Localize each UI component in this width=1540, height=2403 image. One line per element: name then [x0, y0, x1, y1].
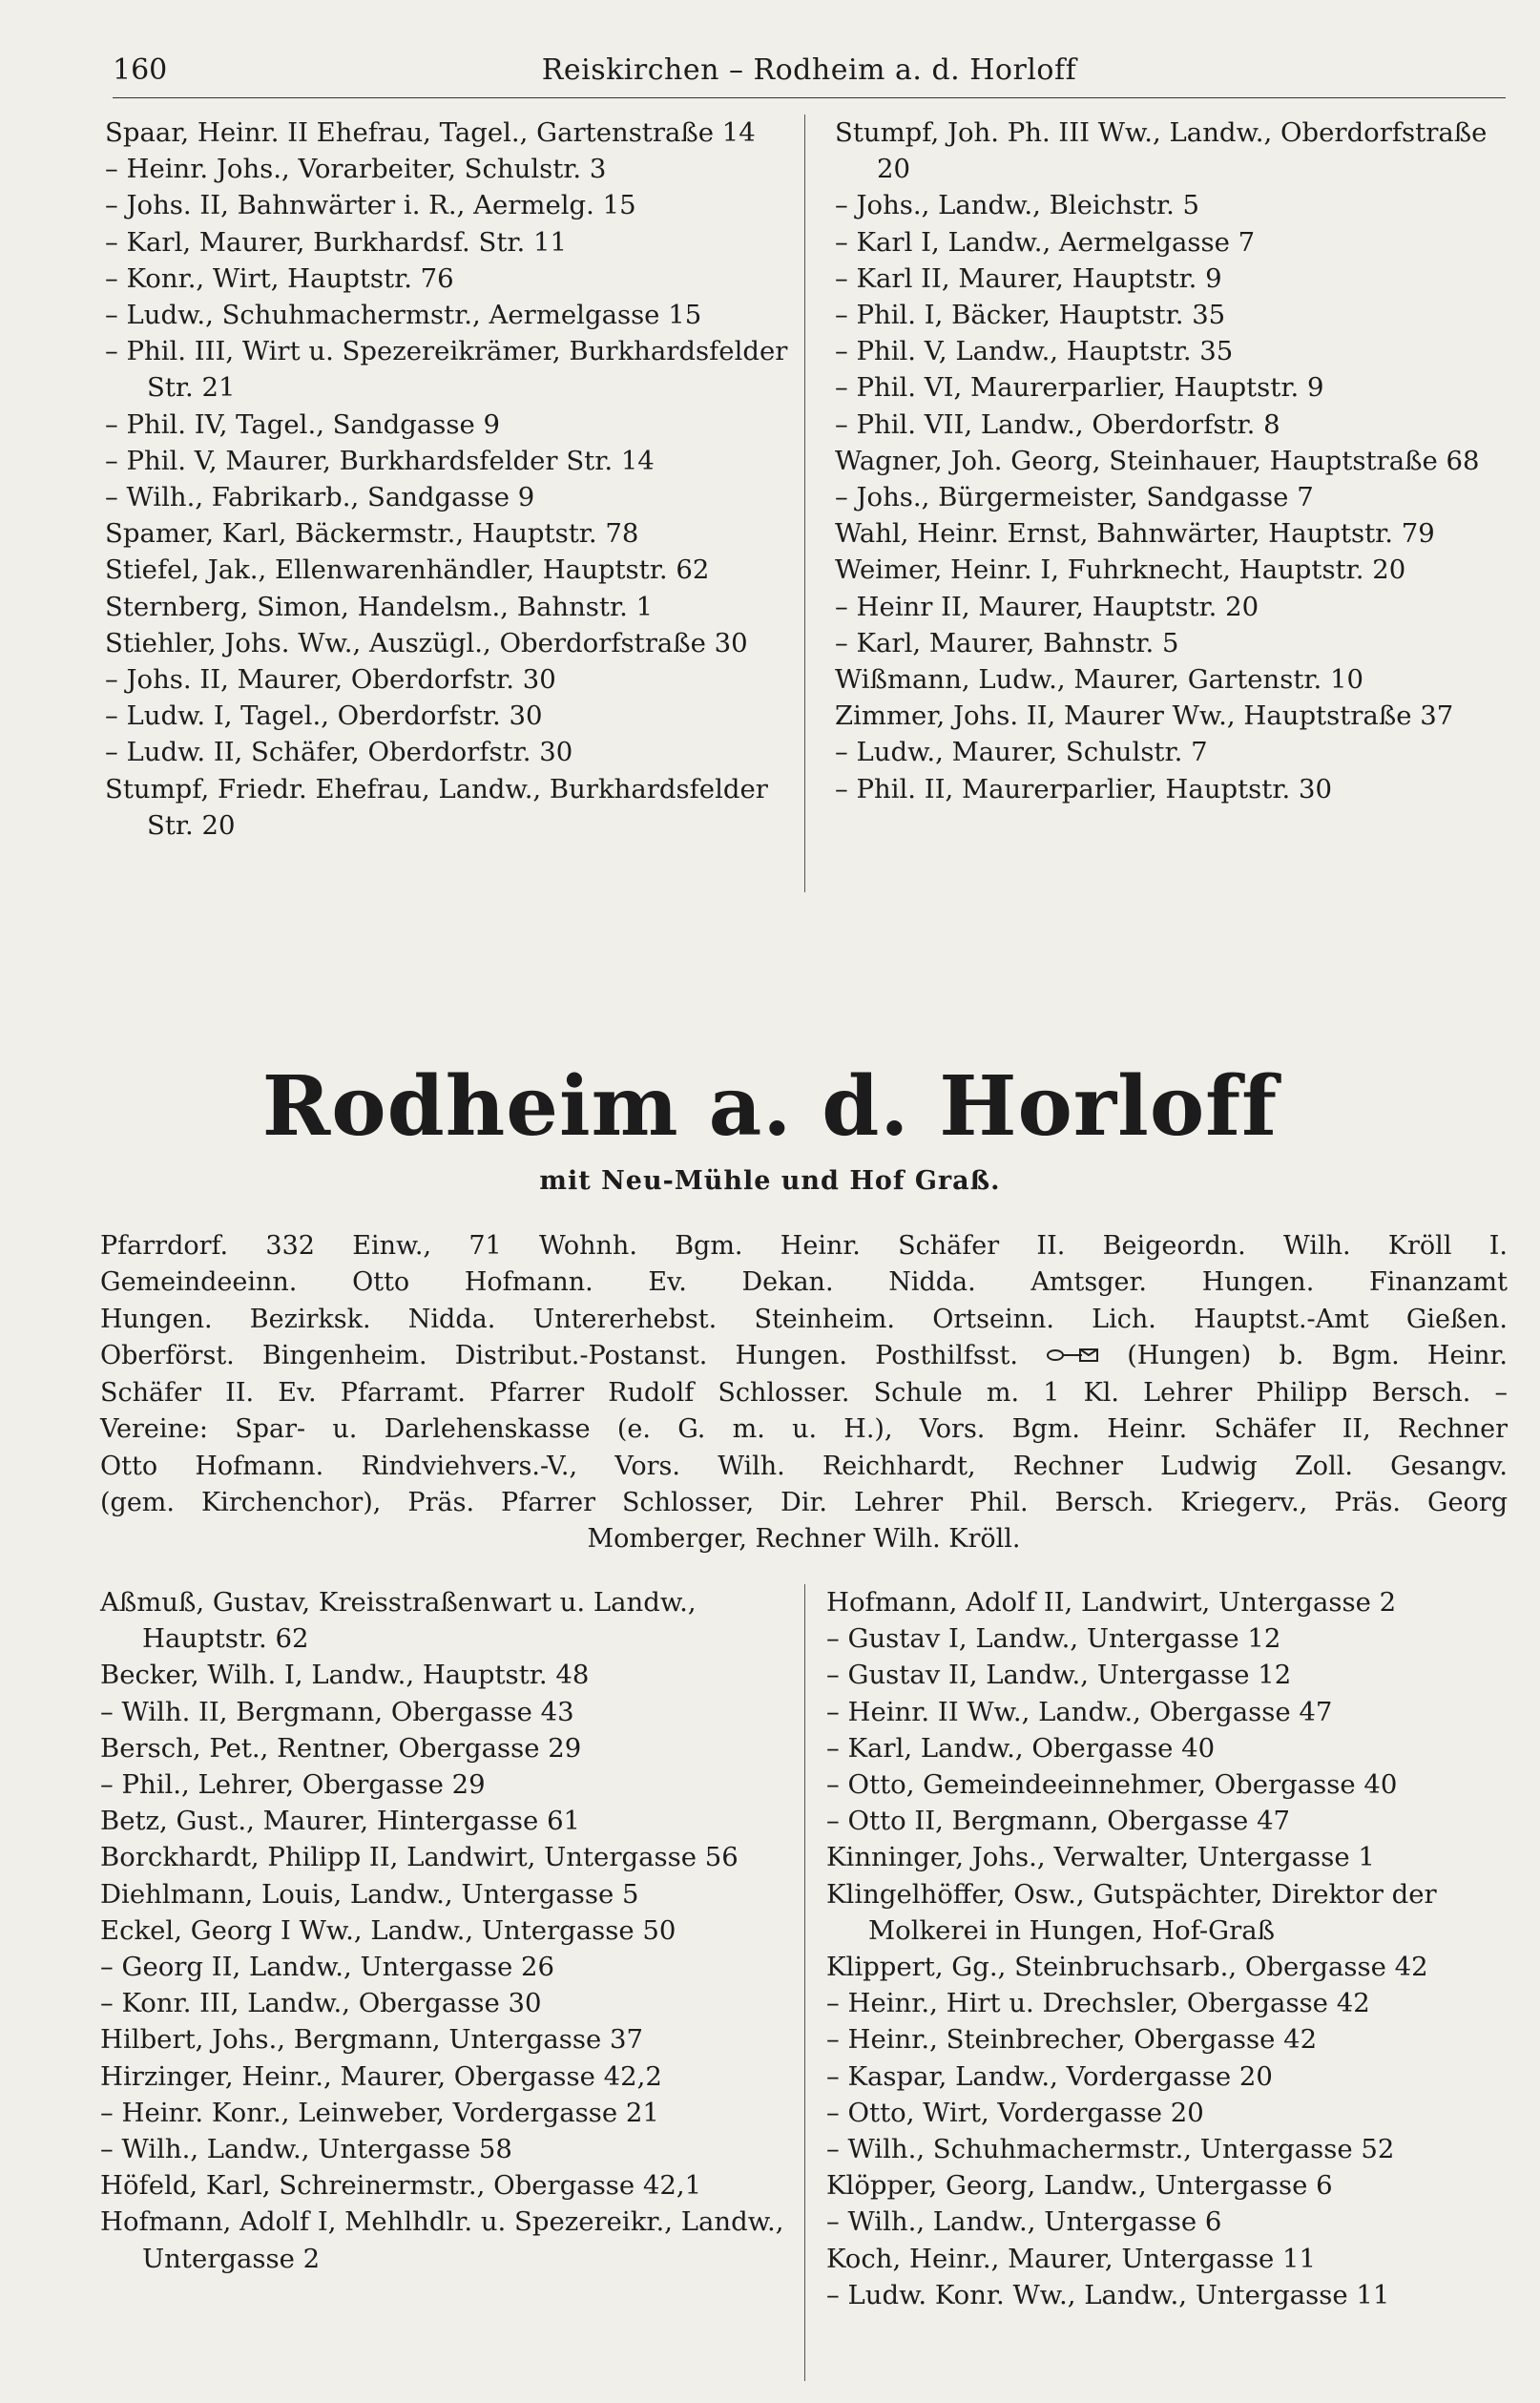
directory-entry: – Wilh., Landw., Untergasse 6 — [826, 2206, 1222, 2238]
column-divider-top — [804, 115, 805, 892]
directory-entry: Wißmann, Ludw., Maurer, Gartenstr. 10 — [835, 664, 1364, 696]
directory-entry: Zimmer, Johs. II, Maurer Ww., Hauptstraße 37 — [835, 700, 1454, 732]
directory-entry: – Ludw. II, Schäfer, Oberdorfstr. 30 — [105, 737, 573, 768]
directory-entry: – Wilh. II, Bergmann, Obergasse 43 — [100, 1696, 574, 1727]
directory-entry: – Ludw., Schuhmachermstr., Aermelgasse 15 — [105, 300, 702, 331]
directory-entry: Stumpf, Joh. Ph. III Ww., Landw., Oberdorfstraße 20 — [835, 117, 1488, 185]
intro-line-part: (Hungen) b. Bgm. Heinr. — [1127, 1340, 1508, 1370]
directory-entry: – Ludw. Konr. Ww., Landw., Untergasse 11 — [826, 2279, 1390, 2310]
directory-entry: – Georg II, Landw., Untergasse 26 — [100, 1952, 555, 1983]
directory-entry: – Phil. VI, Maurerparlier, Hauptstr. 9 — [835, 372, 1324, 404]
directory-entry: Hilbert, Johs., Bergmann, Untergasse 37 — [100, 2024, 643, 2056]
top-right-column — [835, 115, 1517, 807]
bottom-right-column — [826, 1584, 1515, 2313]
directory-entry: Diehlmann, Louis, Landw., Untergasse 5 — [100, 1878, 639, 1910]
directory-entry: – Phil. II, Maurerparlier, Hauptstr. 30 — [835, 773, 1332, 804]
directory-entry: – Heinr. II Ww., Landw., Obergasse 47 — [826, 1696, 1333, 1727]
directory-entry: – Wilh., Schuhmachermstr., Untergasse 52 — [826, 2134, 1395, 2165]
directory-entry: – Heinr., Steinbrecher, Obergasse 42 — [826, 2024, 1318, 2056]
directory-entry: – Karl II, Maurer, Hauptstr. 9 — [835, 262, 1222, 294]
intro-line: (gem. Kirchenchor), Präs. Pfarrer Schlosser, Dir. Lehrer Phil. Bersch. Kriegerv., Präs. Georg — [100, 1488, 1508, 1518]
page-header — [113, 50, 1506, 98]
directory-entry: – Phil. I, Bäcker, Hauptstr. 35 — [835, 300, 1226, 331]
intro-line: Momberger, Rechner Wilh. Kröll. — [587, 1524, 1021, 1555]
intro-line: Otto Hofmann. Rindviehvers.-V., Vors. Wilh. Reichhardt, Rechner Ludwig Zoll. Gesangv. — [100, 1451, 1508, 1481]
directory-entry: Eckel, Georg I Ww., Landw., Untergasse 50 — [100, 1914, 676, 1946]
bottom-left-column — [100, 1584, 792, 2277]
directory-entry: – Wilh., Landw., Untergasse 58 — [100, 2134, 512, 2165]
directory-entry: Spamer, Karl, Bäckermstr., Hauptstr. 78 — [105, 518, 639, 550]
directory-entry: Weimer, Heinr. I, Fuhrknecht, Hauptstr. 20 — [835, 554, 1406, 586]
intro-line-mail — [100, 1338, 1508, 1375]
directory-entry: Stumpf, Friedr. Ehefrau, Landw., Burkhardsfelder Str. 20 — [105, 773, 768, 841]
directory-entry: – Gustav II, Landw., Untergasse 12 — [826, 1660, 1292, 1691]
column-divider-bottom — [804, 1584, 805, 2381]
directory-entry: – Karl I, Landw., Aermelgasse 7 — [835, 226, 1256, 258]
directory-entry: Bersch, Pet., Rentner, Obergasse 29 — [100, 1732, 582, 1764]
mail-coach-icon — [1046, 1339, 1099, 1375]
directory-entry: Klöpper, Georg, Landw., Untergasse 6 — [826, 2170, 1333, 2202]
directory-entry: Becker, Wilh. I, Landw., Hauptstr. 48 — [100, 1660, 590, 1691]
intro-line-part: Oberförst. Bingenheim. Distribut.-Postanst. Hungen. Posthilfsst. — [100, 1340, 1018, 1370]
intro-line: Gemeindeeinn. Otto Hofmann. Ev. Dekan. Nidda. Amtsger. Hungen. Finanzamt — [100, 1267, 1508, 1298]
directory-entry: – Karl, Maurer, Burkhardsf. Str. 11 — [105, 226, 568, 258]
intro-line: Vereine: Spar- u. Darlehenskasse (e. G. m. u. H.), Vors. Bgm. Heinr. Schäfer II, Rechner — [100, 1414, 1508, 1445]
directory-entry: – Konr. III, Landw., Obergasse 30 — [100, 1988, 542, 2019]
directory-entry: – Ludw., Maurer, Schulstr. 7 — [835, 737, 1208, 768]
top-left-column — [105, 115, 806, 844]
directory-entry: – Phil. III, Wirt u. Spezereikrämer, Burkhardsfelder Str. 21 — [105, 336, 788, 404]
directory-entry: – Phil. V, Landw., Hauptstr. 35 — [835, 336, 1234, 367]
section-subtitle: mit Neu-Mühle und Hof Graß. — [539, 1166, 1001, 1196]
directory-entry: – Karl, Maurer, Bahnstr. 5 — [835, 627, 1179, 658]
directory-entry: – Heinr., Hirt u. Drechsler, Obergasse 42 — [826, 1988, 1370, 2019]
directory-entry: – Johs. II, Maurer, Oberdorfstr. 30 — [105, 664, 556, 696]
directory-entry: – Otto, Gemeindeeinnehmer, Obergasse 40 — [826, 1769, 1398, 1801]
directory-entry: Klingelhöffer, Osw., Gutspächter, Direktor der Molkerei in Hungen, Hof-Graß — [826, 1878, 1437, 1946]
intro-line: Schäfer II. Ev. Pfarramt. Pfarrer Rudolf Schlosser. Schule m. 1 Kl. Lehrer Philipp Bersch. – — [100, 1378, 1508, 1409]
directory-entry: – Phil. V, Maurer, Burkhardsfelder Str. 14 — [105, 445, 655, 476]
page-number: 160 — [113, 53, 168, 87]
directory-entry: Koch, Heinr., Maurer, Untergasse 11 — [826, 2243, 1316, 2274]
directory-entry: – Johs., Bürgermeister, Sandgasse 7 — [835, 482, 1314, 513]
directory-entry: – Phil. IV, Tagel., Sandgasse 9 — [105, 408, 500, 440]
directory-entry: Klippert, Gg., Steinbruchsarb., Obergasse 42 — [826, 1952, 1428, 1983]
directory-entry: Höfeld, Karl, Schreinermstr., Obergasse 42,1 — [100, 2170, 702, 2202]
directory-entry: Wahl, Heinr. Ernst, Bahnwärter, Hauptstr. 79 — [835, 518, 1435, 550]
directory-entry: – Phil. VII, Landw., Oberdorfstr. 8 — [835, 408, 1280, 440]
section-title: Rodheim a. d. Horloff — [261, 1058, 1279, 1155]
directory-entry: – Heinr. Johs., Vorarbeiter, Schulstr. 3 — [105, 154, 607, 185]
directory-entry: Aßmuß, Gustav, Kreisstraßenwart u. Landw., Hauptstr. 62 — [100, 1587, 697, 1655]
directory-entry: – Heinr. Konr., Leinweber, Vordergasse 21 — [100, 2097, 659, 2128]
directory-entry: – Ludw. I, Tagel., Oberdorfstr. 30 — [105, 700, 543, 732]
directory-entry: Betz, Gust., Maurer, Hintergasse 61 — [100, 1806, 581, 1837]
directory-entry: – Gustav I, Landw., Untergasse 12 — [826, 1623, 1281, 1655]
directory-entry: Hofmann, Adolf II, Landwirt, Untergasse 2 — [826, 1587, 1397, 1618]
directory-entry: – Otto II, Bergmann, Obergasse 47 — [826, 1806, 1291, 1837]
directory-entry: Stiehler, Johs. Ww., Auszügl., Oberdorfstraße 30 — [105, 627, 748, 658]
running-title: Reiskirchen – Rodheim a. d. Horloff — [541, 53, 1077, 87]
directory-entry: – Otto, Wirt, Vordergasse 20 — [826, 2097, 1204, 2128]
directory-entry: – Phil., Lehrer, Obergasse 29 — [100, 1769, 486, 1801]
directory-entry: Wagner, Joh. Georg, Steinhauer, Hauptstraße 68 — [835, 445, 1480, 476]
intro-line: Hungen. Bezirksk. Nidda. Untererhebst. Steinheim. Ortseinn. Lich. Hauptst.-Amt Gießen. — [100, 1304, 1508, 1334]
directory-entry: Sternberg, Simon, Handelsm., Bahnstr. 1 — [105, 591, 654, 622]
directory-entry: Kinninger, Johs., Verwalter, Untergasse 1 — [826, 1842, 1375, 1873]
directory-entry: Stiefel, Jak., Ellenwarenhändler, Hauptstr. 62 — [105, 554, 710, 586]
village-description — [100, 1228, 1508, 1558]
directory-entry: – Kaspar, Landw., Vordergasse 20 — [826, 2060, 1273, 2092]
directory-entry: – Johs., Landw., Bleichstr. 5 — [835, 190, 1200, 221]
directory-entry: – Konr., Wirt, Hauptstr. 76 — [105, 262, 454, 294]
directory-entry: – Johs. II, Bahnwärter i. R., Aermelg. 15 — [105, 190, 636, 221]
directory-entry: Hirzinger, Heinr., Maurer, Obergasse 42,2 — [100, 2060, 662, 2092]
directory-entry: Borckhardt, Philipp II, Landwirt, Untergasse 56 — [100, 1842, 739, 1873]
directory-entry: – Karl, Landw., Obergasse 40 — [826, 1732, 1216, 1764]
directory-entry: – Wilh., Fabrikarb., Sandgasse 9 — [105, 482, 535, 513]
intro-line: Pfarrdorf. 332 Einw., 71 Wohnh. Bgm. Heinr. Schäfer II. Beigeordn. Wilh. Kröll I. — [100, 1231, 1508, 1261]
directory-entry: – Heinr II, Maurer, Hauptstr. 20 — [835, 591, 1259, 622]
directory-entry: Hofmann, Adolf I, Mehlhdlr. u. Spezereikr., Landw., Untergasse 2 — [100, 2206, 784, 2274]
directory-entry: Spaar, Heinr. II Ehefrau, Tagel., Gartenstraße 14 — [105, 117, 756, 148]
